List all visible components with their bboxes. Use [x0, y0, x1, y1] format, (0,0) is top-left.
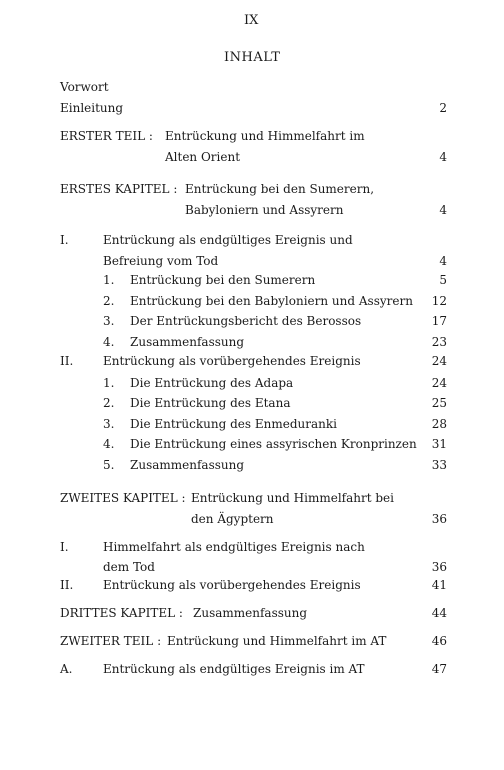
- toc-entry-text: Entrückung bei den Babyloniern und Assyrern: [130, 294, 413, 308]
- toc-subsection-num: 1.: [103, 273, 115, 287]
- toc-page-number: 4: [439, 203, 447, 217]
- toc-entry-text: Entrückung und Himmelfahrt bei: [191, 491, 394, 505]
- toc-subsection-num: 4.: [103, 335, 115, 349]
- toc-page-number: 5: [439, 273, 447, 287]
- toc-entry-text: Vorwort: [60, 80, 109, 94]
- toc-page-number: 46: [431, 634, 447, 648]
- toc-section-num: II.: [60, 578, 74, 592]
- toc-chapter-label: ERSTES KAPITEL :: [60, 182, 178, 196]
- toc-page-number: 25: [431, 396, 447, 410]
- toc-page-number: 4: [439, 254, 447, 268]
- toc-entry-text: Himmelfahrt als endgültiges Ereignis nach: [103, 540, 365, 554]
- toc-page-number: 36: [431, 512, 447, 526]
- toc-entry-text: Die Entrückung des Enmeduranki: [130, 417, 337, 431]
- toc-page-number: 24: [431, 376, 447, 390]
- toc-entry-text: Die Entrückung des Adapa: [130, 376, 294, 390]
- toc-subsection-num: 2.: [103, 396, 115, 410]
- toc-entry-text: Entrückung als endgültiges Ereignis im AT: [103, 662, 365, 676]
- toc-entry-text: Entrückung als vorübergehendes Ereignis: [103, 354, 361, 368]
- toc-subsection-num: 4.: [103, 437, 115, 451]
- toc-page-number: 47: [431, 662, 447, 676]
- toc-title: INHALT: [224, 50, 281, 65]
- toc-entry-text-cont: Alten Orient: [165, 150, 241, 164]
- toc-entry-text: Entrückung als vorübergehendes Ereignis: [103, 578, 361, 592]
- toc-page-number: 24: [431, 354, 447, 368]
- toc-entry-text-cont: Befreiung vom Tod: [103, 254, 219, 268]
- toc-page-number: 17: [431, 314, 447, 328]
- toc-page-number: 33: [431, 458, 447, 472]
- toc-subsection-num: 3.: [103, 314, 115, 328]
- toc-entry-text-cont: den Ägyptern: [191, 512, 274, 526]
- toc-entry-text: Entrückung bei den Sumerern,: [185, 182, 375, 196]
- toc-page-number: 28: [431, 417, 447, 431]
- toc-subsection-num: 2.: [103, 294, 115, 308]
- toc-chapter-label: ZWEITES KAPITEL :: [60, 491, 186, 505]
- toc-entry-text-cont: dem Tod: [103, 560, 155, 574]
- toc-entry-text: Zusammenfassung: [130, 458, 245, 472]
- toc-subsection-num: 5.: [103, 458, 115, 472]
- toc-entry-text: Zusammenfassung: [193, 606, 308, 620]
- toc-entry-text: Die Entrückung eines assyrischen Kronprinzen: [130, 437, 417, 451]
- toc-page-number: 44: [431, 606, 447, 620]
- page-number: IX: [244, 13, 259, 28]
- toc-subsection-num: 1.: [103, 376, 115, 390]
- toc-page-number: 36: [431, 560, 447, 574]
- toc-chapter-label: DRITTES KAPITEL :: [60, 606, 183, 620]
- toc-section-num: I.: [60, 233, 69, 247]
- toc-part-label: ERSTER TEIL :: [60, 129, 153, 143]
- toc-entry-text: Entrückung und Himmelfahrt im: [165, 129, 365, 143]
- toc-page-number: 4: [439, 150, 447, 164]
- toc-entry-text: Einleitung: [60, 101, 124, 115]
- toc-entry-text: Der Entrückungsbericht des Berossos: [130, 314, 362, 328]
- toc-page-number: 41: [431, 578, 447, 592]
- toc-section-num: I.: [60, 540, 69, 554]
- toc-page-number: 31: [431, 437, 447, 451]
- toc-entry-text: Die Entrückung des Etana: [130, 396, 291, 410]
- toc-part-label: ZWEITER TEIL :: [60, 634, 162, 648]
- toc-entry-text-cont: Babyloniern und Assyrern: [185, 203, 344, 217]
- toc-section-num: II.: [60, 354, 74, 368]
- toc-section-num: A.: [60, 662, 73, 676]
- toc-page-number: 2: [439, 101, 447, 115]
- toc-page-number: 23: [431, 335, 447, 349]
- toc-page-number: 12: [431, 294, 447, 308]
- toc-entry-text: Entrückung und Himmelfahrt im AT: [167, 634, 387, 648]
- toc-subsection-num: 3.: [103, 417, 115, 431]
- toc-entry-text: Entrückung bei den Sumerern: [130, 273, 316, 287]
- toc-entry-text: Zusammenfassung: [130, 335, 245, 349]
- toc-entry-text: Entrückung als endgültiges Ereignis und: [103, 233, 353, 247]
